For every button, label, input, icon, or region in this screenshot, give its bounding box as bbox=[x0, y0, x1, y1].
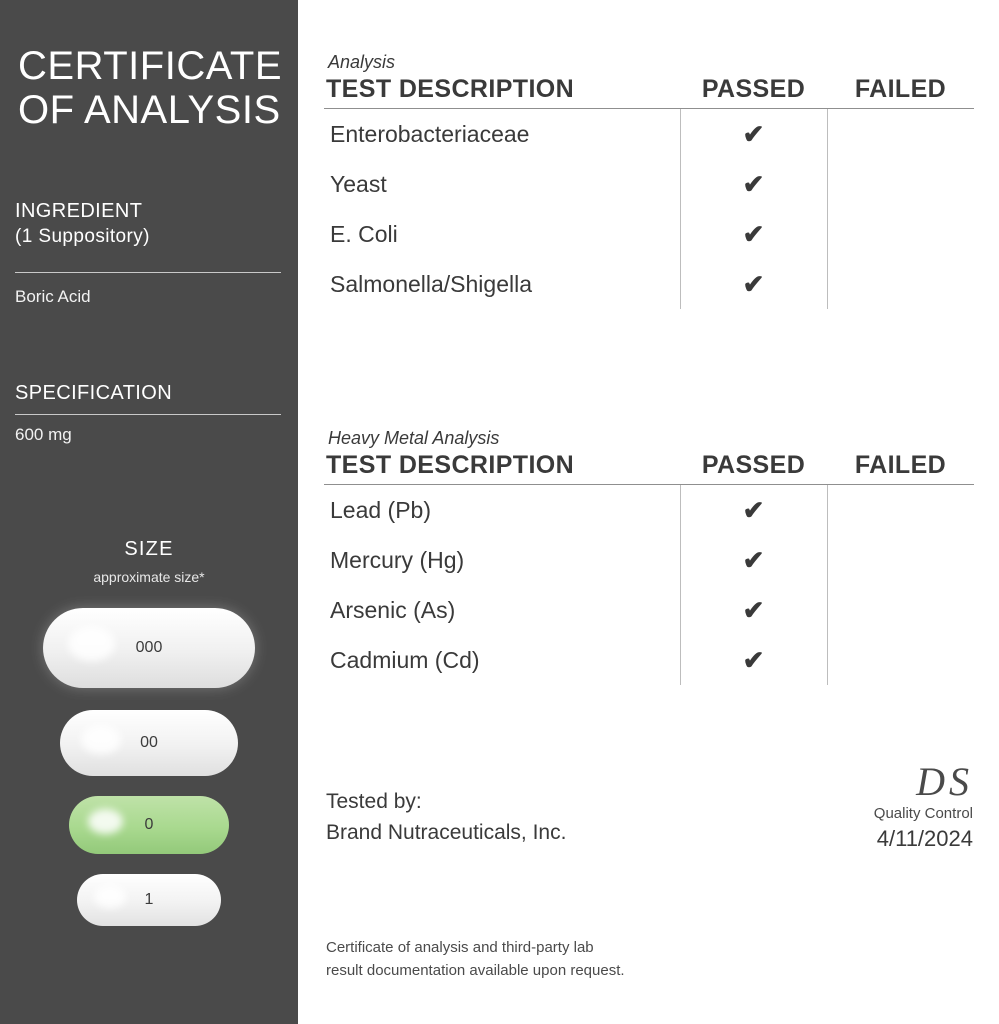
ingredient-label-text: INGREDIENT bbox=[15, 200, 143, 222]
header-test-description: TEST DESCRIPTION bbox=[326, 75, 575, 103]
passed-cell bbox=[680, 495, 827, 526]
capsule-label-0: 0 bbox=[144, 816, 154, 833]
heavy-metal-table-body bbox=[324, 485, 974, 685]
passed-cell bbox=[680, 595, 827, 626]
header-failed: FAILED bbox=[854, 451, 947, 479]
table-row bbox=[324, 585, 974, 635]
table-row bbox=[324, 259, 974, 309]
signature-role: Quality Control bbox=[873, 805, 973, 822]
check-icon: ✔ bbox=[742, 594, 765, 625]
check-icon: ✔ bbox=[742, 218, 765, 249]
test-description: Cadmium (Cd) bbox=[330, 646, 480, 673]
test-description: Arsenic (As) bbox=[330, 596, 456, 623]
check-icon: ✔ bbox=[742, 118, 765, 149]
passed-cell bbox=[680, 219, 827, 250]
content-panel bbox=[298, 0, 999, 1024]
ingredient-label bbox=[15, 198, 150, 250]
tested-by-block bbox=[326, 786, 566, 848]
column-divider bbox=[827, 109, 828, 309]
disclaimer-line-2: result documentation available upon request. bbox=[326, 962, 625, 979]
ingredient-value: Boric Acid bbox=[15, 287, 91, 306]
tested-by-label: Tested by: bbox=[326, 790, 422, 813]
heavy-metal-table-header bbox=[324, 451, 974, 485]
header-test-description: TEST DESCRIPTION bbox=[326, 451, 575, 479]
header-passed: PASSED bbox=[701, 75, 806, 103]
passed-cell bbox=[680, 645, 827, 676]
capsule-glint-icon bbox=[94, 885, 126, 908]
capsule-size-0-selected bbox=[69, 796, 229, 854]
heavy-metal-table-caption: Heavy Metal Analysis bbox=[328, 428, 500, 448]
analysis-table-header bbox=[324, 75, 974, 109]
table-row bbox=[324, 159, 974, 209]
ingredient-sublabel: (1 Suppository) bbox=[15, 226, 150, 247]
capsule-size-1 bbox=[77, 874, 221, 926]
signature-date: 4/11/2024 bbox=[876, 826, 973, 851]
ingredient-divider bbox=[15, 272, 281, 273]
title-line-1: CERTIFICATE bbox=[18, 44, 283, 88]
test-description: Lead (Pb) bbox=[330, 496, 432, 523]
check-icon: ✔ bbox=[742, 168, 765, 199]
passed-cell bbox=[680, 169, 827, 200]
capsule-size-00 bbox=[60, 710, 238, 776]
capsule-glint-icon bbox=[81, 725, 120, 754]
page-title bbox=[18, 44, 288, 132]
column-divider bbox=[680, 485, 681, 685]
passed-cell bbox=[680, 545, 827, 576]
table-row bbox=[324, 485, 974, 535]
sidebar-panel bbox=[0, 0, 298, 1024]
analysis-table bbox=[324, 52, 974, 309]
test-description: E. Coli bbox=[330, 220, 398, 247]
test-description: Mercury (Hg) bbox=[330, 546, 465, 573]
title-line-2: OF ANALYSIS bbox=[18, 88, 281, 132]
passed-cell bbox=[680, 269, 827, 300]
check-icon: ✔ bbox=[742, 494, 765, 525]
check-icon: ✔ bbox=[742, 544, 765, 575]
specification-divider bbox=[15, 414, 281, 415]
tested-by-company: Brand Nutraceuticals, Inc. bbox=[326, 821, 567, 844]
table-row bbox=[324, 635, 974, 685]
table-row bbox=[324, 535, 974, 585]
check-icon: ✔ bbox=[742, 644, 765, 675]
capsule-size-000 bbox=[43, 608, 255, 688]
check-icon: ✔ bbox=[742, 268, 765, 299]
test-description: Enterobacteriaceae bbox=[330, 120, 530, 147]
column-divider bbox=[827, 485, 828, 685]
size-heading: SIZE bbox=[124, 538, 174, 560]
capsule-label-00: 00 bbox=[140, 734, 158, 751]
analysis-table-caption: Analysis bbox=[328, 52, 396, 72]
signature-block bbox=[753, 760, 973, 854]
capsule-glint-icon bbox=[88, 809, 123, 835]
signature-mark: DS bbox=[916, 759, 973, 804]
disclaimer-line-1: Certificate of analysis and third-party lab bbox=[326, 939, 594, 956]
passed-cell bbox=[680, 119, 827, 150]
specification-value: 600 mg bbox=[15, 425, 72, 444]
capsule-glint-icon bbox=[68, 626, 115, 661]
test-description: Salmonella/Shigella bbox=[330, 270, 533, 297]
specification-label: SPECIFICATION bbox=[15, 382, 173, 404]
size-note: approximate size* bbox=[93, 569, 205, 585]
test-description: Yeast bbox=[330, 170, 387, 197]
capsule-label-000: 000 bbox=[135, 639, 163, 656]
column-divider bbox=[680, 109, 681, 309]
table-row bbox=[324, 209, 974, 259]
disclaimer-text bbox=[326, 936, 826, 982]
header-passed: PASSED bbox=[701, 451, 806, 479]
capsule-label-1: 1 bbox=[144, 891, 154, 908]
table-row bbox=[324, 109, 974, 159]
header-failed: FAILED bbox=[854, 75, 947, 103]
analysis-table-body bbox=[324, 109, 974, 309]
heavy-metal-analysis-table bbox=[324, 428, 974, 685]
